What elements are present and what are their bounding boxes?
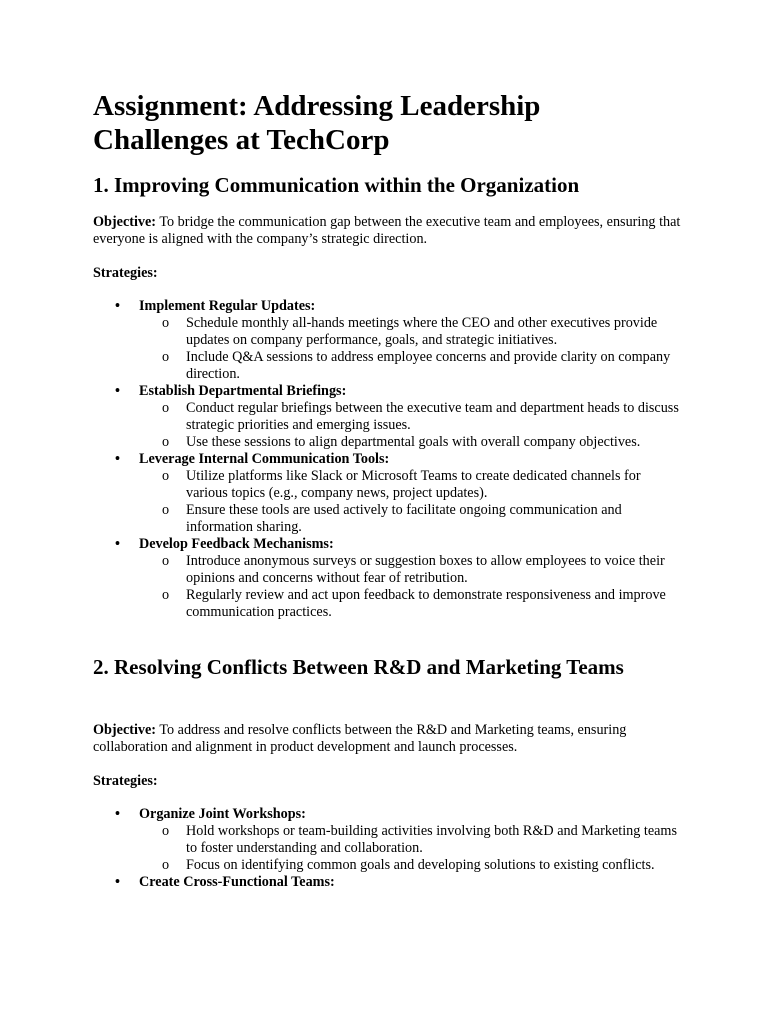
- strategy-title: Organize Joint Workshops:: [139, 806, 306, 822]
- strategy-item: [93, 874, 693, 891]
- circle-bullet-icon: o: [162, 553, 170, 569]
- strategy-title: Develop Feedback Mechanisms:: [139, 536, 334, 552]
- bullet-icon: •: [115, 806, 120, 822]
- strategy-point: [93, 823, 693, 857]
- bullet-icon: •: [115, 874, 120, 890]
- strategies-label: Strategies:: [93, 773, 158, 789]
- bullet-icon: •: [115, 383, 120, 399]
- section-1-strategies-label: [93, 265, 683, 282]
- strategy-title: Implement Regular Updates:: [139, 298, 316, 314]
- strategy-item: [93, 451, 693, 536]
- bullet-icon: •: [115, 298, 120, 314]
- strategy-points: [93, 468, 693, 536]
- section-2-strategies-label: [93, 773, 683, 790]
- bullet-icon: •: [115, 451, 120, 467]
- circle-bullet-icon: o: [162, 315, 170, 331]
- objective-label: Objective:: [93, 722, 157, 738]
- strategy-point-text: Regularly review and act upon feedback to demonstrate responsiveness and improve communication practices.: [186, 587, 666, 620]
- circle-bullet-icon: o: [162, 400, 170, 416]
- strategy-point-text: Ensure these tools are used actively to facilitate ongoing communication and information sharing.: [186, 502, 622, 535]
- objective-text: To address and resolve conflicts between the R&D and Marketing teams, ensuring collaboration and alignment in product development and launch processes.: [93, 722, 627, 755]
- strategy-point: [93, 400, 693, 434]
- strategy-item: [93, 298, 693, 383]
- section-2-objective: [93, 722, 683, 756]
- strategy-point-text: Use these sessions to align departmental goals with overall company objectives.: [186, 434, 641, 450]
- circle-bullet-icon: o: [162, 349, 170, 365]
- strategy-item: [93, 806, 693, 874]
- strategy-point-text: Introduce anonymous surveys or suggestion boxes to allow employees to voice their opinions and concerns without fear of retribution.: [186, 553, 665, 586]
- strategy-point: [93, 468, 693, 502]
- circle-bullet-icon: o: [162, 434, 170, 450]
- strategy-point-text: Focus on identifying common goals and developing solutions to existing conflicts.: [186, 857, 655, 873]
- strategy-point: [93, 857, 693, 874]
- strategy-points: [93, 553, 693, 621]
- circle-bullet-icon: o: [162, 502, 170, 518]
- strategy-points: [93, 400, 693, 451]
- objective-text: To bridge the communication gap between the executive team and employees, ensuring that everyone is aligned with the company’s strategic direction.: [93, 214, 681, 247]
- section-2-heading: 2. Resolving Conflicts Between R&D and Marketing Teams: [93, 655, 624, 679]
- strategy-point: [93, 502, 693, 536]
- strategy-point-text: Utilize platforms like Slack or Microsoft Teams to create dedicated channels for various topics (e.g., company news, project updates).: [186, 468, 641, 501]
- strategy-item: [93, 536, 693, 621]
- circle-bullet-icon: o: [162, 857, 170, 873]
- strategy-point-text: Conduct regular briefings between the executive team and department heads to discuss strategic priorities and emerging issues.: [186, 400, 679, 433]
- strategy-point-text: Include Q&A sessions to address employee concerns and provide clarity on company direction.: [186, 349, 671, 382]
- document-title: Assignment: Addressing Leadership Challenges at TechCorp: [93, 90, 541, 156]
- strategies-label: Strategies:: [93, 265, 158, 281]
- section-1-heading: 1. Improving Communication within the Organization: [93, 173, 580, 197]
- strategy-points: [93, 315, 693, 383]
- objective-label: Objective:: [93, 214, 157, 230]
- strategy-title: Leverage Internal Communication Tools:: [139, 451, 390, 467]
- bullet-icon: •: [115, 536, 120, 552]
- strategy-title: Create Cross-Functional Teams:: [139, 874, 335, 890]
- strategy-point: [93, 553, 693, 587]
- strategy-point-text: Schedule monthly all-hands meetings where the CEO and other executives provide updates on company performance, goals, and strategic initiatives.: [186, 315, 658, 348]
- section-1-objective: [93, 214, 683, 248]
- strategy-point: [93, 587, 693, 621]
- strategy-item: [93, 383, 693, 451]
- strategy-point: [93, 434, 693, 451]
- strategy-point-text: Hold workshops or team-building activities involving both R&D and Marketing teams to foster understanding and collaboration.: [186, 823, 677, 856]
- strategy-points: [93, 823, 693, 874]
- circle-bullet-icon: o: [162, 587, 170, 603]
- section-1-strategy-list: [93, 298, 693, 621]
- strategy-point: [93, 349, 693, 383]
- circle-bullet-icon: o: [162, 823, 170, 839]
- strategy-title: Establish Departmental Briefings:: [139, 383, 347, 399]
- strategy-point: [93, 315, 693, 349]
- circle-bullet-icon: o: [162, 468, 170, 484]
- section-2-strategy-list: [93, 806, 693, 891]
